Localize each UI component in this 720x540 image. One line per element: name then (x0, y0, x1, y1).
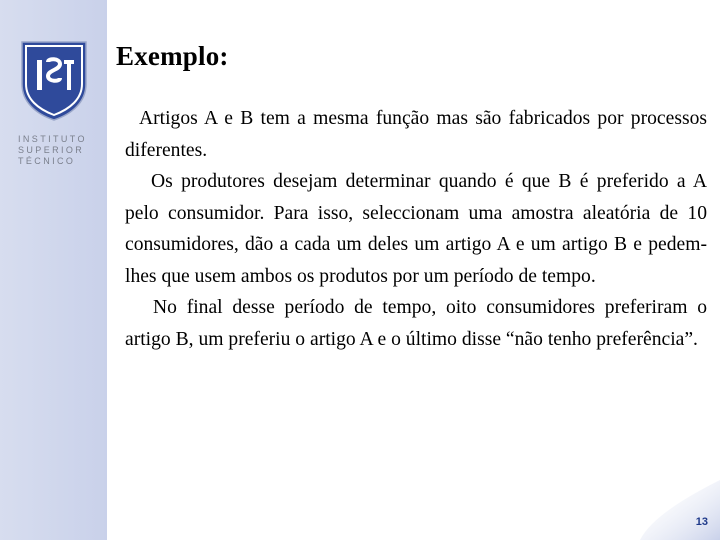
paragraph: Artigos A e B tem a mesma função mas são fabricados por processos diferentes. (125, 108, 707, 161)
page-number: 13 (695, 516, 708, 528)
paragraph: No final desse período de tempo, oito consumidores preferiram o artigo B, um preferiu o artigo A e o último disse “não tenho preferência”. (125, 297, 707, 350)
institution-name (18, 134, 90, 167)
institution-line: INSTITUTO (18, 134, 87, 144)
institution-line: SUPERIOR (18, 145, 85, 155)
paragraph: Os produtores desejam determinar quando é que B é preferido a A pelo consumidor. Para isso, seleccionam uma amostra aleatória de 10 consumidores, dão a cada um deles um artigo A e um artigo B e pedem-lhes que usem ambos os produtos por um período de tempo. (125, 171, 707, 287)
institution-line: TÉCNICO (18, 156, 76, 166)
ist-logo (18, 40, 90, 167)
corner-decoration (610, 480, 720, 540)
slide-body (125, 103, 707, 355)
sidebar (0, 0, 107, 540)
ist-shield-logo (20, 40, 88, 122)
slide-title: Exemplo: (116, 41, 229, 71)
